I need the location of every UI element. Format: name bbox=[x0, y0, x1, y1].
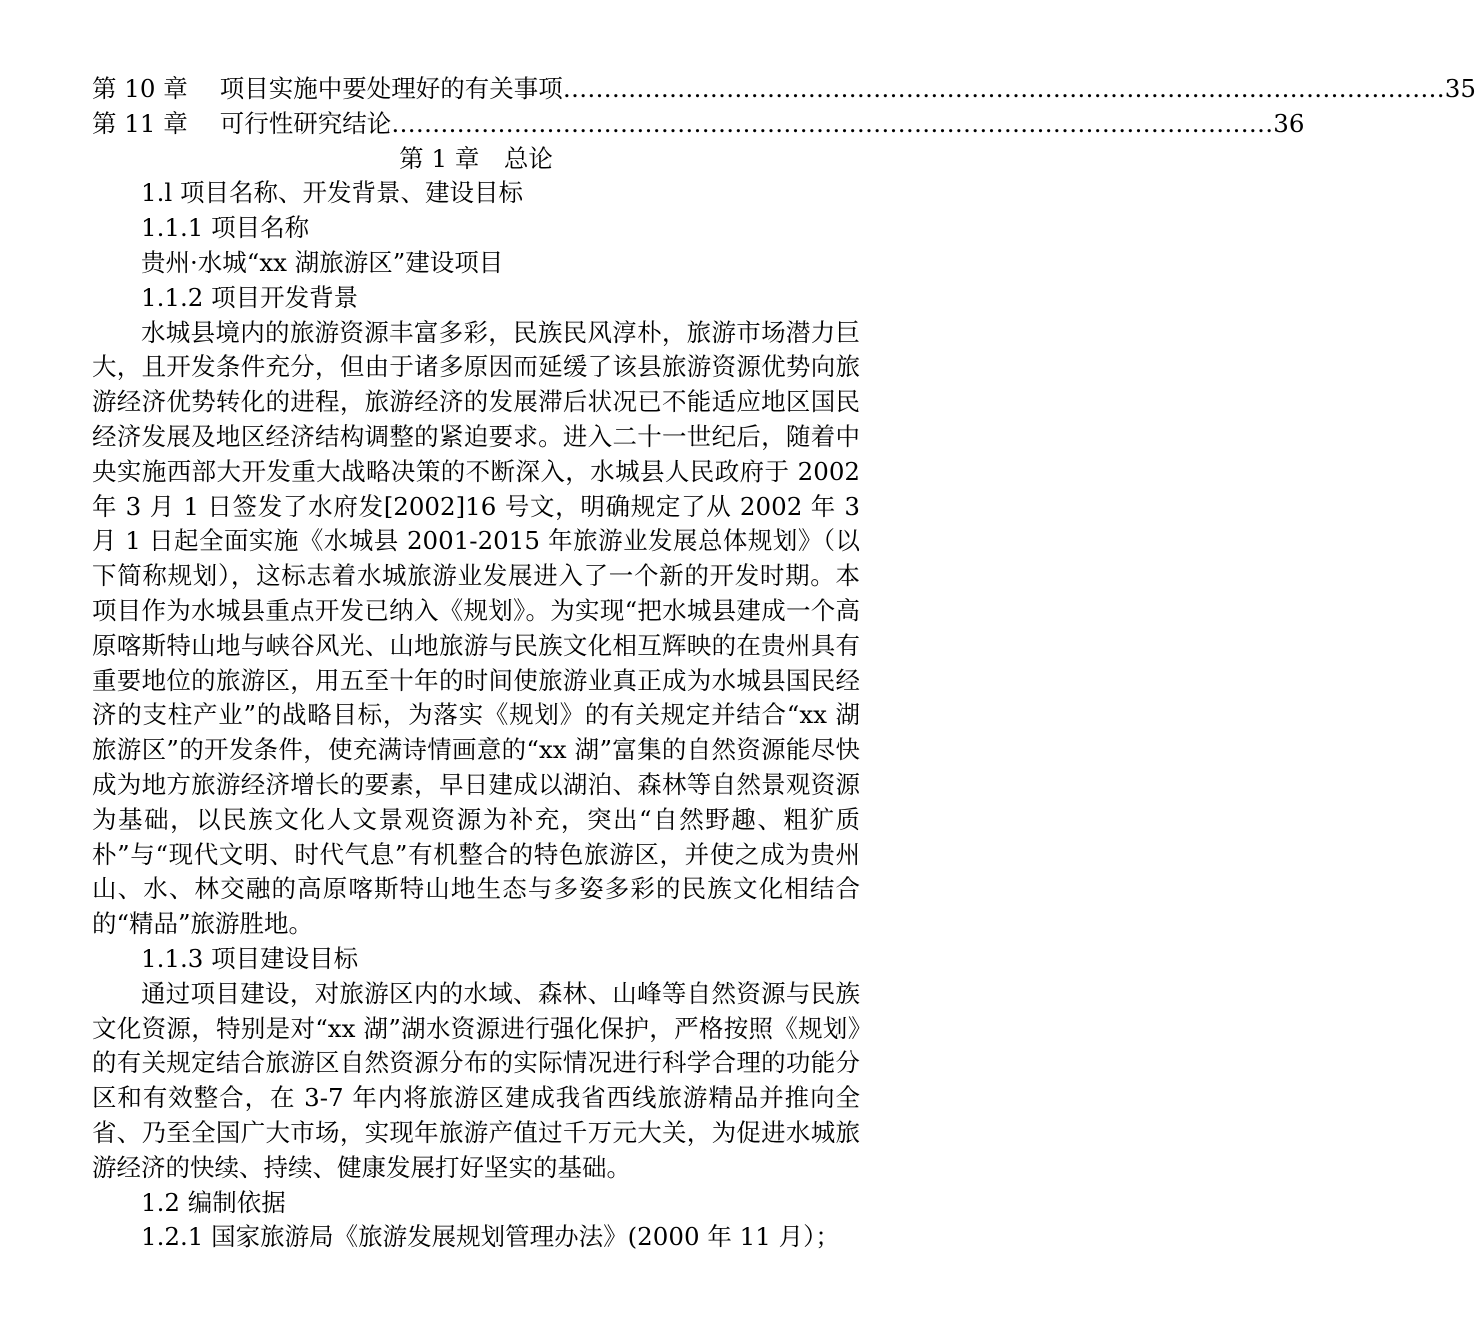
section-heading-1-1-1: 1.1.1 项目名称 bbox=[141, 213, 310, 243]
toc-chapter-title: 可行性研究结论 bbox=[219, 108, 392, 138]
toc-leader-dots: ……………………………………………………………………………………………… bbox=[391, 108, 1274, 138]
chapter-title: 第 1 章 总论 bbox=[399, 143, 553, 173]
section-heading-1-1-2: 1.1.2 项目开发背景 bbox=[141, 282, 359, 312]
toc-leader-dots: ……………………………………………………………………………………………… bbox=[562, 74, 1445, 103]
toc-entry-chapter-11[interactable] bbox=[92, 107, 1305, 142]
section-heading-1-2-1: 1.2.1 国家旅游局《旅游发展规划管理办法》(2000 年 11 月）； bbox=[141, 1222, 840, 1252]
section-heading-1-2: 1.2 编制依据 bbox=[141, 1187, 286, 1217]
toc-chapter-number: 第 10 章 bbox=[92, 74, 188, 103]
toc-page-number: 36 bbox=[1273, 108, 1305, 138]
background-paragraph: 水城县境内的旅游资源丰富多彩，民族民风淳朴，旅游市场潜力巨大，且开发条件充分，但由于诸多原因而延缓了该县旅游资源优势向旅游经济优势转化的进程，旅游经济的发展滞后状况已不能适应地区国民经济发展及地区经济结构调整的紧迫要求。进入二十一世纪后，随着中央实施西部大开发重大战略决策的不断深入，水城县人民政府于 2002 年 3 月 1 日签发了水府发[2002]16 号文，明确规定了从 2002 年 3 月 1 日起全面实施《水城县 2001-2015 年旅游业发展总体规划》（以下简称规划），这标志着水城旅游业发展进入了一个新的开发时期。本项目作为水城县重点开发已纳入《规划》。为实现“把水城县建成一个高原喀斯特山地与峡谷风光、山地旅游与民族文化相互辉映的在贵州具有重要地位的旅游区，用五至十年的时间使旅游业真正成为水城县国民经济的支柱产业”的战略目标，为落实《规划》的有关规定并结合“xx 湖旅游区”的开发条件，使充满诗情画意的“xx 湖”富集的自然资源能尽快成为地方旅游经济增长的要素，早日建成以湖泊、森林等自然景观资源为基础，以民族文化人文景观资源为补充，突出“自然野趣、粗犷质朴”与“现代文明、时代气息”有机整合的特色旅游区，并使之成为贵州山、水、林交融的高原喀斯特山地生态与多姿多彩的民族文化相结合的“精品”旅游胜地。 bbox=[92, 317, 860, 939]
section-heading-1-1: 1.l 项目名称、开发背景、建设目标 bbox=[141, 178, 523, 208]
toc-chapter-number: 第 11 章 bbox=[92, 108, 188, 138]
document-content bbox=[92, 72, 1476, 1255]
toc-chapter-title: 项目实施中要处理好的有关事项 bbox=[219, 74, 563, 103]
toc-page-number: 35 bbox=[1444, 74, 1476, 103]
section-heading-1-1-3: 1.1.3 项目建设目标 bbox=[141, 943, 359, 973]
project-name-text: 贵州·水城“xx 湖旅游区”建设项目 bbox=[141, 247, 504, 277]
goal-paragraph: 通过项目建设，对旅游区内的水域、森林、山峰等自然资源与民族文化资源，特别是对“xx 湖”湖水资源进行强化保护，严格按照《规划》的有关规定结合旅游区自然资源分布的实际情况进行科学合理的功能分区和有效整合，在 3-7 年内将旅游区建成我省西线旅游精品并推向全省、乃至全国广大市场，实现年旅游产值过千万元大关，为促进水城旅游经济的快续、持续、健康发展打好坚实的基础。 bbox=[92, 978, 860, 1182]
toc-entry-chapter-10[interactable] bbox=[92, 72, 1476, 107]
